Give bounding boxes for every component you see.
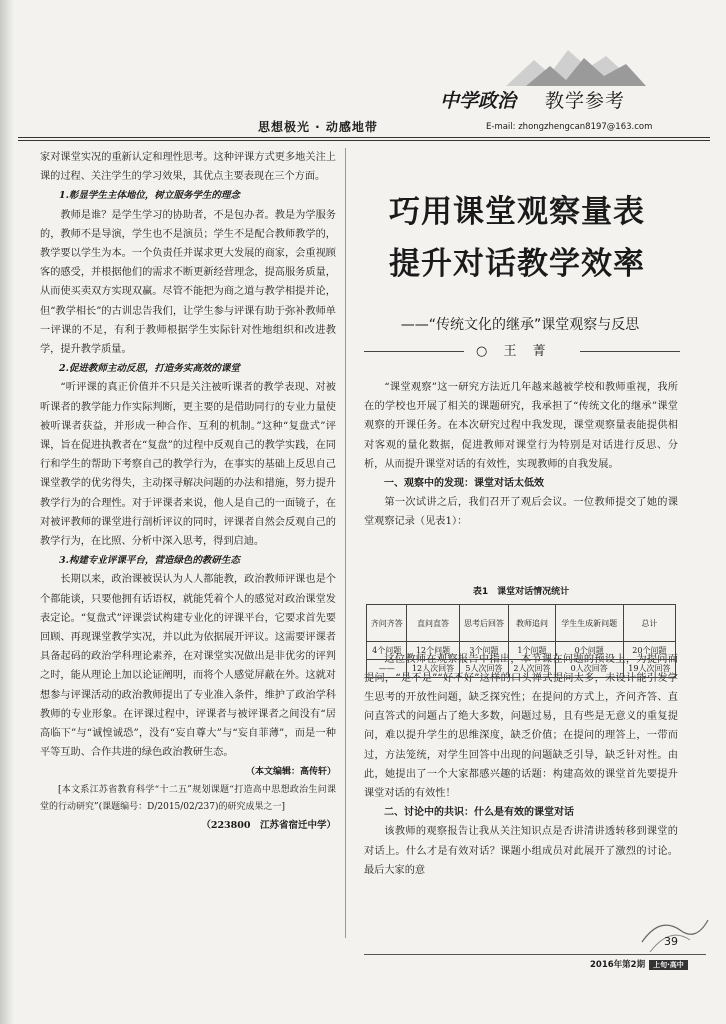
issue-label: 2016年第2期 bbox=[590, 960, 646, 970]
article-subtitle: ——“传统文化的继承”课堂观察与反思 bbox=[400, 317, 640, 333]
left-column bbox=[40, 148, 336, 835]
issue-footer bbox=[590, 958, 688, 970]
paragraph: “听评课的真正价值并不只是关注被听课者的教学表现、对被听课者的教学能力作实际判断，更主要的是借助同行的专业力量使被听课者获益，并形成一种合作、互利的机制。”这种“复盘式”评课，旨在促进执教者在“复盘”的过程中反观自己的教学实践，在同行和学生的帮助下考察自己的教学行为，在事实的基础上反思自己课堂教学的优劣得失，主动探寻解决问题的办法和措施，努力提升教学行为的合理性。对于评课者来说，他人是自己的一面镜子，在对被评教师的课堂进行剖析评议的同时，评课者自然会反观自己的教学行为，在比照、分析中深入思考，得到启迪。 bbox=[40, 382, 336, 548]
footer-rule bbox=[364, 954, 706, 955]
table-header: 教师追问 bbox=[509, 605, 555, 642]
paragraph: 教师是谁？是学生学习的协助者，不是包办者。教是为学服务的，教师不是导演，学生也不是演员；学生不是配合教师教学的，教学要以学生为本。一个负责任并谋求更大发展的商家，会重视顾客的感受，并根据他们的需求不断更新经营理念，提高服务质量，从而使买卖双方实现双赢。尽管不能把为商之道与教学相提并论，但“教学相长”的古训忠告我们，让学生参与评课有助于弥补教师单一评课的不足，有利于教师根据学生实际针对性地组织和改进教学，提升教学质量。 bbox=[40, 209, 336, 356]
title-line: 巧用课堂观察量表 bbox=[389, 194, 645, 230]
header-rule-thin bbox=[18, 140, 710, 141]
table-cell: 0个问题 bbox=[555, 642, 623, 660]
journal-brand-logo: 中学政治 bbox=[440, 90, 517, 112]
contact-email: E-mail: zhongzhengcan8197@163.com bbox=[486, 122, 653, 132]
table-header: 齐问齐答 bbox=[367, 605, 407, 642]
table-cell: —— bbox=[367, 660, 407, 678]
section-tag: 思想极光 · 动感地带 bbox=[258, 120, 378, 134]
table-cell: 3个问题 bbox=[459, 642, 509, 660]
paragraph: 第一次试讲之后，我们召开了观后会议。一位教师提交了她的课堂观察记录（见表1）： bbox=[364, 497, 678, 528]
author-affiliation: （223800 江苏省宿迁中学） bbox=[201, 819, 336, 831]
header-rule bbox=[18, 137, 710, 138]
table-cell: 20个问题 bbox=[623, 642, 675, 660]
editor-note: （本文编辑：高传轩） bbox=[245, 766, 336, 777]
table-row bbox=[367, 660, 676, 678]
subheading: 2.促进教师主动反思，打造务实高效的课堂 bbox=[59, 363, 240, 375]
table-cell: 4个问题 bbox=[367, 642, 407, 660]
paragraph: 这位教师在观察报告中指出，本节课在问题的预设上，为提问而提问，“是不是”“好不好”这样的口头禅式提问太多，未设计能引发学生思考的开放性问题，缺乏探究性；在提问的方式上，齐问齐答、直问直答式的问题占了绝大多数，问题过易，且有些是无意义的重复提问，难以提升学生的思维深度，缺乏价值；在提问的理答上，一带而过，方法笼统，对学生回答中出现的问题缺乏引导，缺乏针对性。由此，她提出了一个大家都感兴趣的话题：构建高效的课堂首先要提升课堂对话的有效性！ bbox=[364, 653, 678, 800]
table-cell: 5人次回答 bbox=[459, 660, 509, 678]
paragraph: 该教师的观察报告让我从关注知识点是否讲清讲透转移到课堂的对话上。什么才是有效对话？课题小组成员对此展开了激烈的讨论。最后大家的意 bbox=[364, 826, 678, 876]
paragraph: “课堂观察”这一研究方法近几年越来越被学校和教师重视，我所在的学校也开展了相关的课题研究，我承担了“传统文化的继承”课堂观察的开课任务。在本次研究过程中我发现，课堂观察量表能提供相对客观的量化数据，促进教师对课堂行为特别是对话进行反思、分析，从而提升课堂对话的有效性，实现教师的自我发展。 bbox=[364, 382, 678, 470]
table-row bbox=[367, 642, 676, 660]
table-caption: 表1 课堂对话情况统计 bbox=[472, 587, 570, 597]
table-cell: 2人次回答 bbox=[509, 660, 555, 678]
article-title bbox=[352, 186, 682, 290]
issue-badge: 上旬·高中 bbox=[649, 960, 688, 970]
column-divider bbox=[345, 148, 346, 938]
table-cell: 12人次回答 bbox=[407, 660, 459, 678]
journal-name: 教学参考 bbox=[545, 90, 626, 112]
binding-shadow bbox=[0, 0, 14, 1024]
mountain-logo-icon bbox=[506, 46, 646, 86]
table-header: 总计 bbox=[623, 605, 675, 642]
subheading: 1.彰显学生主体地位，树立服务学生的理念 bbox=[59, 190, 240, 202]
page-corner-swirl-icon bbox=[640, 912, 710, 956]
observation-table bbox=[366, 604, 676, 678]
table-cell: 12个问题 bbox=[407, 642, 459, 660]
page-number: 39 bbox=[664, 935, 678, 948]
funding-note: [本文系江苏省教育科学“十二五”规划课题“打造高中思想政治生问课堂的行动研究”(课题编号：D/2015/02/237)的研究成果之一] bbox=[40, 784, 336, 812]
table-header: 思考后回答 bbox=[459, 605, 509, 642]
author-name: ○ 王 菁 bbox=[476, 344, 552, 359]
table-cell: 19人次回答 bbox=[623, 660, 675, 678]
table-cell: 1个问题 bbox=[509, 642, 555, 660]
subheading: 3.构建专业评课平台，营造绿色的教研生态 bbox=[59, 555, 240, 567]
table-header: 直问直答 bbox=[407, 605, 459, 642]
paragraph: 长期以来，政治课被误认为人人都能教，政治教师评课也是个个都能谈，只要他拥有话语权，就能凭着个人的感觉对政治课堂发表定论。“复盘式”评课尝试构建专业化的评课平台，它要求首先要回顾、再现课堂教学实况，并以此为依据展开评议。这需要评课者具备起码的政治学科理论素养，在对课堂实况做出是非优劣的评判之时，能从理论上加以论证阐明，而将个人感觉屏蔽在外。这就对想参与评课活动的政治教师提出了专业准入条件，维护了政治学科教师的专业形象。在评课过程中，评课者与被评课者之间没有“居高临下”与“诚惶诚恐”，没有“妄自尊大”与“妄自菲薄”，而是一种平等互助、合作共进的绿色政治教研生态。 bbox=[40, 574, 336, 759]
title-line: 提升对话教学效率 bbox=[389, 246, 645, 282]
table-header: 学生生成新问题 bbox=[555, 605, 623, 642]
table-cell: 0人次回答 bbox=[555, 660, 623, 678]
section-heading: 一、观察中的发现：课堂对话太低效 bbox=[384, 478, 544, 490]
paragraph: 家对课堂实况的重新认定和理性思考。这种评课方式更多地关注上课的过程、关注学生的学习效果，其优点主要表现在三个方面。 bbox=[40, 152, 336, 183]
section-heading: 二、讨论中的共识：什么是有效的课堂对话 bbox=[384, 807, 574, 819]
